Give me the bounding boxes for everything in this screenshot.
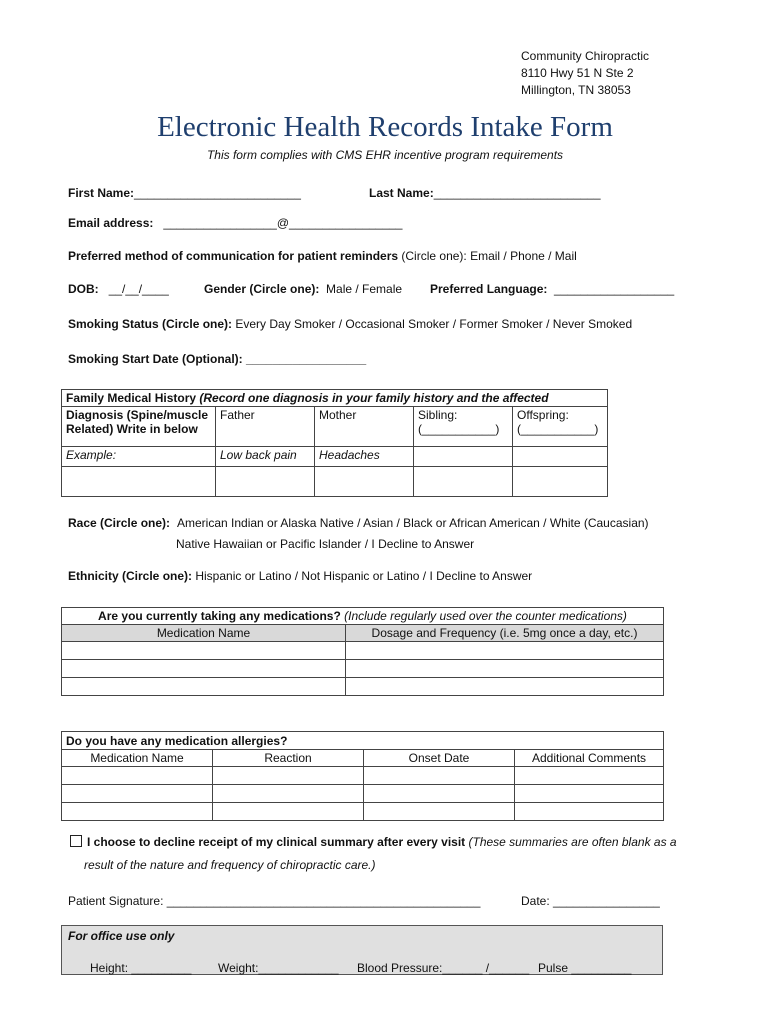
example-label: Example: bbox=[62, 447, 216, 467]
race-label: Race (Circle one): bbox=[68, 516, 171, 530]
allergy-cell[interactable] bbox=[62, 803, 213, 821]
pulse-field[interactable]: Pulse _________ bbox=[538, 961, 632, 975]
clinic-address-line2: Millington, TN 38053 bbox=[521, 83, 631, 97]
family-history-table bbox=[61, 389, 608, 497]
allergy-cell[interactable] bbox=[62, 767, 213, 785]
table-row bbox=[62, 467, 608, 497]
weight-field[interactable]: Weight:____________ bbox=[218, 961, 339, 975]
medication-name-cell[interactable] bbox=[62, 642, 346, 660]
office-use-box bbox=[61, 925, 663, 975]
decline-summary-label: I choose to decline receipt of my clinical summary after every visit bbox=[87, 835, 466, 849]
dosage-frequency-header: Dosage and Frequency (i.e. 5mg once a day, etc.) bbox=[346, 625, 664, 642]
medication-name-cell[interactable] bbox=[62, 660, 346, 678]
page-title: Electronic Health Records Intake Form bbox=[157, 111, 613, 143]
first-name-blank[interactable]: _________________________ bbox=[134, 186, 301, 200]
decline-summary-note: (These summaries are often blank as a bbox=[465, 835, 677, 849]
ethnicity-options[interactable]: Hispanic or Latino / Not Hispanic or Latino / I Decline to Answer bbox=[192, 569, 533, 583]
dosage-cell[interactable] bbox=[346, 660, 664, 678]
father-column-header: Father bbox=[216, 407, 315, 447]
allergies-question: Do you have any medication allergies? bbox=[62, 732, 664, 750]
clinic-name: Community Chiropractic bbox=[521, 49, 650, 63]
allergies-table bbox=[61, 731, 664, 821]
onset-date-header: Onset Date bbox=[364, 750, 515, 767]
table-row bbox=[62, 642, 664, 660]
table-row bbox=[62, 678, 664, 696]
additional-comments-header: Additional Comments bbox=[515, 750, 664, 767]
dosage-cell[interactable] bbox=[346, 678, 664, 696]
table-row bbox=[62, 767, 664, 785]
father-cell[interactable] bbox=[216, 467, 315, 497]
language-label: Preferred Language: bbox=[430, 282, 548, 296]
medications-question: Are you currently taking any medications? (Include regularly used over the counter medications) bbox=[62, 608, 664, 625]
allergy-medication-header: Medication Name bbox=[62, 750, 213, 767]
allergy-cell[interactable] bbox=[515, 803, 664, 821]
first-name-label: First Name: bbox=[68, 186, 135, 200]
gender-label: Gender (Circle one): bbox=[204, 282, 320, 296]
email-field[interactable] bbox=[68, 216, 402, 230]
example-sibling bbox=[414, 447, 513, 467]
smoking-status[interactable] bbox=[68, 317, 632, 331]
page-subtitle: This form complies with CMS EHR incentive program requirements bbox=[206, 148, 564, 162]
smoking-status-options[interactable]: Every Day Smoker / Occasional Smoker / Former Smoker / Never Smoked bbox=[232, 317, 633, 331]
reaction-header: Reaction bbox=[213, 750, 364, 767]
table-row bbox=[62, 785, 664, 803]
preferred-communication[interactable] bbox=[68, 249, 577, 263]
race-options-line2[interactable]: Native Hawaiian or Pacific Islander / I Decline to Answer bbox=[176, 537, 475, 551]
smoking-status-label: Smoking Status (Circle one): bbox=[68, 317, 233, 331]
dob-label: DOB: bbox=[68, 282, 99, 296]
example-offspring bbox=[513, 447, 608, 467]
allergy-cell[interactable] bbox=[515, 767, 664, 785]
sibling-column-header: Sibling: (___________) bbox=[414, 407, 513, 447]
allergy-cell[interactable] bbox=[364, 803, 515, 821]
ethnicity-label: Ethnicity (Circle one): bbox=[68, 569, 193, 583]
allergy-cell[interactable] bbox=[364, 785, 515, 803]
last-name-label: Last Name: bbox=[369, 186, 434, 200]
sibling-cell[interactable] bbox=[414, 467, 513, 497]
office-use-title: For office use only bbox=[68, 929, 175, 943]
email-label: Email address: bbox=[68, 216, 154, 230]
dob-field[interactable] bbox=[68, 282, 169, 296]
mother-cell[interactable] bbox=[315, 467, 414, 497]
email-blank[interactable]: _________________@_________________ bbox=[163, 216, 403, 230]
clinic-address-line1: 8110 Hwy 51 N Ste 2 bbox=[521, 66, 634, 80]
allergy-cell[interactable] bbox=[62, 785, 213, 803]
first-name-field[interactable] bbox=[68, 186, 301, 200]
medications-table bbox=[61, 607, 664, 696]
table-row bbox=[62, 803, 664, 821]
diagnosis-cell[interactable] bbox=[62, 467, 216, 497]
allergy-cell[interactable] bbox=[364, 767, 515, 785]
allergy-cell[interactable] bbox=[213, 767, 364, 785]
table-row bbox=[62, 660, 664, 678]
gender-options[interactable]: Male / Female bbox=[326, 282, 403, 296]
mother-column-header: Mother bbox=[315, 407, 414, 447]
signature-date-field[interactable]: Date: ________________ bbox=[521, 894, 660, 908]
patient-signature-field[interactable]: Patient Signature: _______________________________________________ bbox=[68, 894, 481, 908]
height-field[interactable]: Height: _________ bbox=[90, 961, 192, 975]
smoking-start-date[interactable]: Smoking Start Date (Optional): __________________ bbox=[68, 352, 367, 366]
dob-blank[interactable]: __/__/____ bbox=[108, 282, 169, 296]
allergy-cell[interactable] bbox=[213, 785, 364, 803]
dosage-cell[interactable] bbox=[346, 642, 664, 660]
decline-summary-option[interactable] bbox=[70, 835, 677, 849]
medication-name-header: Medication Name bbox=[62, 625, 346, 642]
offspring-column-header: Offspring: (___________) bbox=[513, 407, 608, 447]
allergy-cell[interactable] bbox=[213, 803, 364, 821]
offspring-cell[interactable] bbox=[513, 467, 608, 497]
diagnosis-column-header: Diagnosis (Spine/muscle Related) Write in below bbox=[62, 407, 216, 447]
allergy-cell[interactable] bbox=[515, 785, 664, 803]
race-options-line1[interactable]: American Indian or Alaska Native / Asian / Black or African American / White (Caucasian) bbox=[177, 516, 649, 530]
example-father: Low back pain bbox=[216, 447, 315, 467]
decline-summary-note-cont: result of the nature and frequency of chiropractic care.) bbox=[84, 858, 376, 872]
language-blank[interactable]: __________________ bbox=[554, 282, 675, 296]
last-name-field[interactable] bbox=[369, 186, 601, 200]
ethnicity-field[interactable] bbox=[68, 569, 532, 583]
medication-name-cell[interactable] bbox=[62, 678, 346, 696]
decline-summary-checkbox[interactable] bbox=[70, 835, 82, 847]
gender-field[interactable] bbox=[204, 282, 402, 296]
language-field[interactable] bbox=[430, 282, 674, 296]
family-history-header: Family Medical History (Record one diagnosis in your family history and the affected bbox=[62, 390, 608, 407]
preferred-communication-label: Preferred method of communication for patient reminders bbox=[68, 249, 399, 263]
last-name-blank[interactable]: _________________________ bbox=[433, 186, 601, 200]
preferred-communication-options[interactable]: (Circle one): Email / Phone / Mail bbox=[398, 249, 577, 263]
blood-pressure-field[interactable]: Blood Pressure:______ /______ bbox=[357, 961, 530, 975]
example-mother: Headaches bbox=[315, 447, 414, 467]
